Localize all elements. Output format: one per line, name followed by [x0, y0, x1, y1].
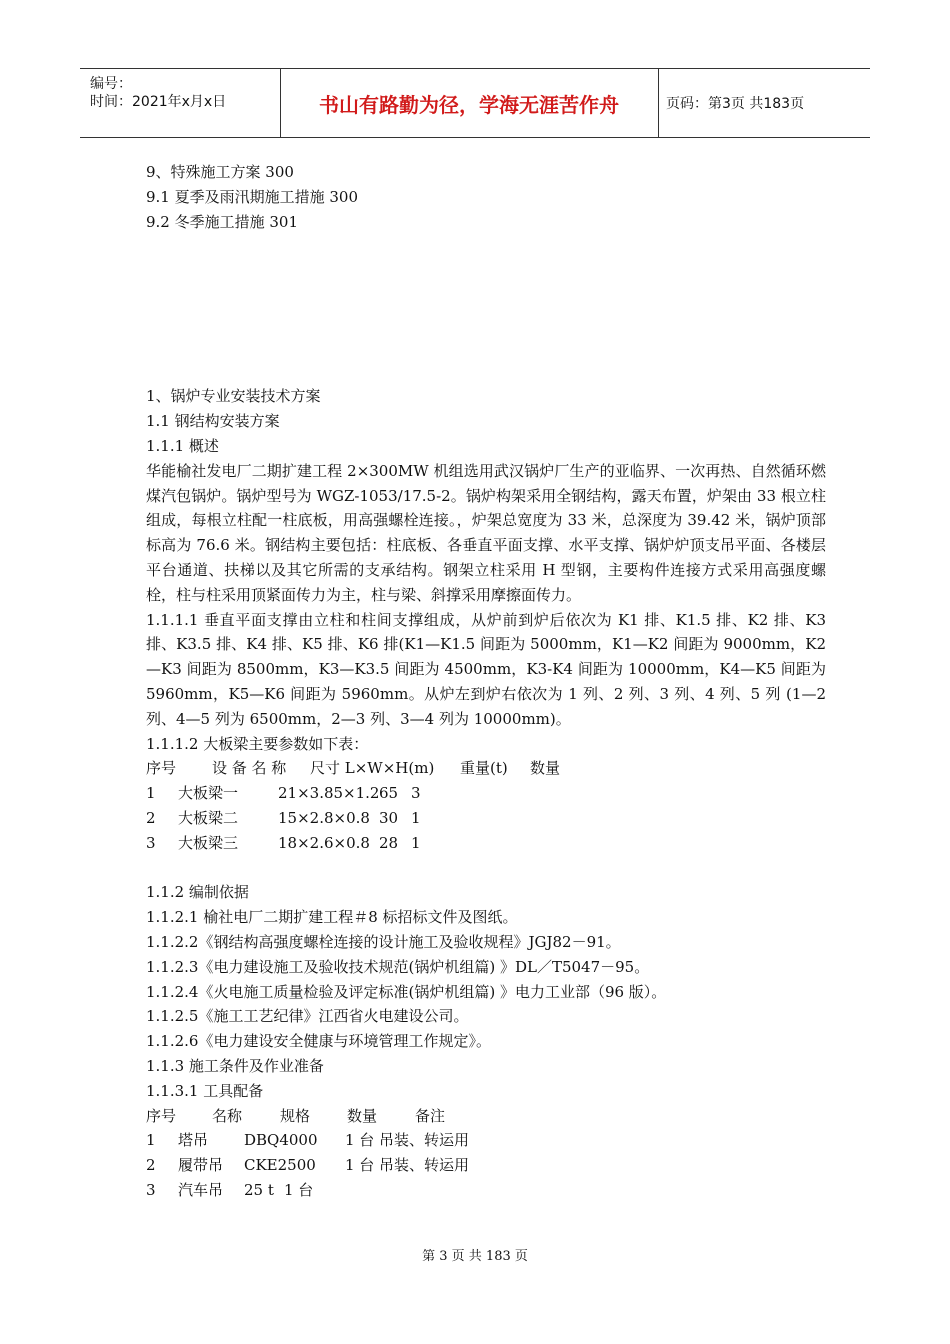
basis-item: 1.1.2.1 榆社电厂二期扩建工程＃8 标招标文件及图纸。: [146, 908, 518, 927]
table-header-cell: 设 备 名 称: [212, 759, 287, 778]
number-label: 编号：: [90, 76, 132, 92]
table-header-cell: 名称: [212, 1106, 243, 1125]
page-header: [80, 68, 870, 138]
table-cell: 2: [146, 1156, 156, 1175]
basis-item: 1.1.2.6《电力建设安全健康与环境管理工作规定》。: [146, 1032, 491, 1051]
subsection-title: 1.1.2 编制依据: [146, 883, 249, 902]
table-header-cell: 数量: [347, 1106, 378, 1125]
table-cell: 吊装、转运用: [379, 1131, 470, 1150]
table-header-cell: 规格: [280, 1106, 311, 1125]
table-cell: 65: [379, 784, 399, 803]
table-cell: 18×2.6×0.8: [278, 833, 370, 852]
table-cell: 3: [411, 784, 421, 803]
table-header-cell: 备注: [415, 1106, 446, 1125]
subsection-title: 1.1 钢结构安装方案: [146, 412, 280, 431]
basis-item: 1.1.2.3《电力建设施工及验收技术规范(锅炉机组篇) 》DL／T5047－95。: [146, 957, 650, 976]
table-cell: 塔吊: [178, 1131, 209, 1150]
toc-item: 9、特殊施工方案 300: [146, 163, 294, 181]
table-cell: 1 台: [345, 1156, 375, 1175]
basis-item: 1.1.2.5《施工工艺纪律》江西省火电建设公司。: [146, 1007, 469, 1026]
subsection-title: 1.1.1 概述: [146, 436, 219, 455]
document-body: [146, 160, 826, 1203]
table-cell: 30: [379, 808, 399, 827]
table-cell: 1: [411, 808, 421, 827]
table-cell: 2: [146, 808, 156, 827]
beam-table-intro: 1.1.1.2 大板梁主要参数如下表：: [146, 734, 369, 753]
table-cell: 1 台: [284, 1180, 314, 1199]
support-paragraph: 1.1.1.1 垂直平面支撑由立柱和柱间支撑组成，从炉前到炉后依次为 K1 排、K1.5 排、K2 排、K3 排、K3.5 排、K4 排、K5 排、K6 排(K1—K1.5 间距为 5000mm，K1—K2 间距为 9000mm，K2—K3 间距为 8500mm，K3—K3.5 间距为 4500mm，K3-K4 间距为 10000mm，K4—K5 间距为 5960mm，K5—K6 间距为 5960mm。从炉左到炉右依次为 1 列、2 列、3 列、4 列、5 列 (1—2 列、4—5 列为 6500mm，2—3 列、3—4 列为 10000mm)。: [146, 610, 826, 728]
table-cell: 15×2.8×0.8: [278, 808, 370, 827]
table-cell: 汽车吊: [178, 1180, 224, 1199]
basis-item: 1.1.2.4《火电施工质量检验及评定标准(锅炉机组篇) 》电力工业部（96 版）。: [146, 982, 667, 1001]
header-motto: 书山有路勤为径，学海无涯苦作舟: [280, 69, 659, 137]
table-row: [146, 1178, 826, 1203]
table-cell: CKE2500: [244, 1156, 316, 1175]
table-header-cell: 序号: [146, 759, 177, 778]
table-header-cell: 数量: [530, 759, 561, 778]
table-cell: 1: [411, 833, 421, 852]
table-cell: 28: [379, 833, 399, 852]
section-title: 1、锅炉专业安装技术方案: [146, 387, 321, 406]
tool-table: [146, 1104, 826, 1203]
beam-table: [146, 756, 826, 855]
table-cell: 25 t: [244, 1180, 274, 1199]
time-label: 时间：2021年x月x日: [90, 94, 227, 110]
table-header-cell: 重量(t): [460, 759, 508, 778]
basis-item: 1.1.2.2《钢结构高强度螺栓连接的设计施工及验收规程》JGJ82－91。: [146, 932, 621, 951]
table-row: [146, 781, 826, 806]
toc-item: 9.1 夏季及雨汛期施工措施 300: [146, 187, 359, 206]
subsection-title: 1.1.3.1 工具配备: [146, 1081, 264, 1100]
table-cell: 大板梁一: [178, 784, 239, 803]
table-cell: 大板梁三: [178, 833, 239, 852]
table-row: [146, 831, 826, 856]
table-cell: 大板梁二: [178, 808, 239, 827]
table-cell: 3: [146, 833, 156, 852]
table-header-row: [146, 756, 826, 781]
table-cell: 21×3.85×1.2: [278, 784, 380, 803]
overview-paragraph: 华能榆社发电厂二期扩建工程 2×300MW 机组选用武汉锅炉厂生产的亚临界、一次再热、自然循环燃煤汽包锅炉。锅炉型号为 WGZ-1053/17.5-2。锅炉构架采用全钢结构，露天布置，炉架由 33 根立柱组成，每根立柱配一柱底板，用高强螺栓连接。，炉架总宽度为 33 米，总深度为 39.42 米，锅炉顶部标高为 76.6 米。钢结构主要包括：柱底板、各垂直平面支撑、水平支撑、锅炉炉顶支吊平面、各楼层平台通道、扶梯以及其它所需的支承结构。钢架立柱采用 H 型钢，主要构件连接方式采用高强度螺栓，柱与柱采用顶紧面传力为主，柱与梁、斜撑采用摩擦面传力。: [146, 461, 826, 604]
table-header-cell: 序号: [146, 1106, 177, 1125]
table-cell: 吊装、转运用: [379, 1156, 470, 1175]
table-cell: 3: [146, 1180, 156, 1199]
header-left-cell: [80, 69, 281, 137]
table-header-cell: 尺寸 L×W×H(m): [310, 759, 435, 778]
table-row: [146, 806, 826, 831]
header-page-info: 页码：第3页 共183页: [666, 96, 805, 112]
table-cell: 1 台: [345, 1131, 375, 1150]
table-cell: 1: [146, 1131, 156, 1150]
table-header-row: [146, 1104, 826, 1129]
table-cell: 1: [146, 784, 156, 803]
page-footer: 第 3 页 共 183 页: [422, 1249, 528, 1264]
subsection-title: 1.1.3 施工条件及作业准备: [146, 1056, 324, 1075]
table-row: [146, 1128, 826, 1153]
table-cell: DBQ4000: [244, 1131, 318, 1150]
table-row: [146, 1153, 826, 1178]
table-cell: 履带吊: [178, 1156, 224, 1175]
toc-item: 9.2 冬季施工措施 301: [146, 212, 299, 231]
